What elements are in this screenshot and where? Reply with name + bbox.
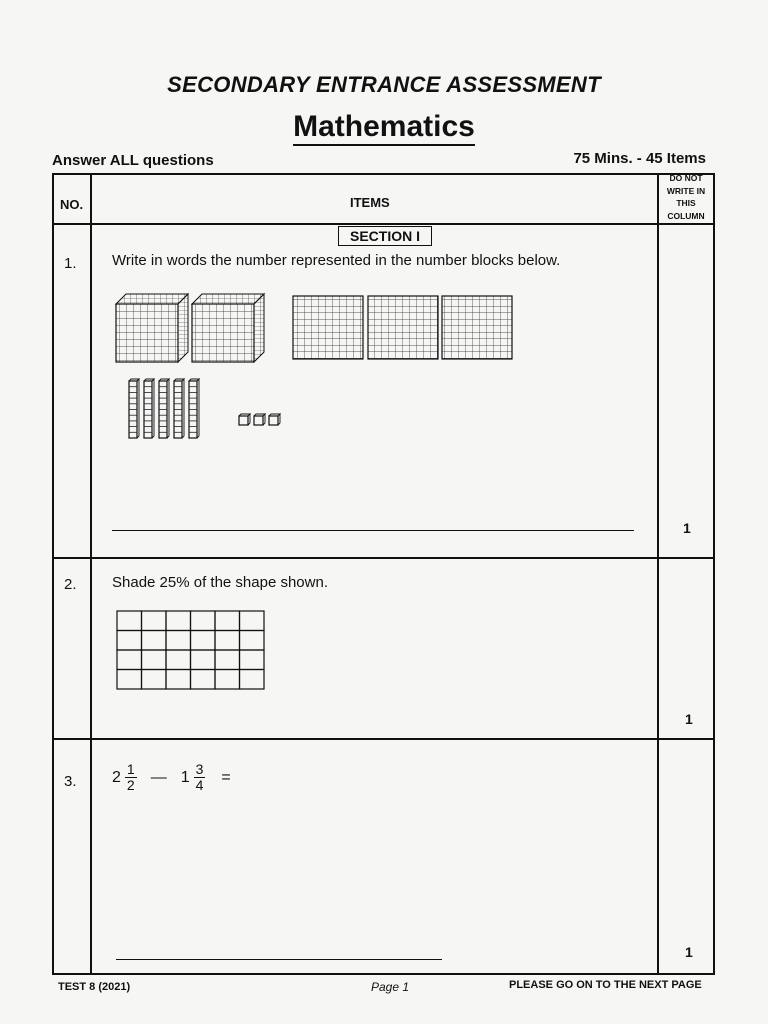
grid-cell[interactable] (117, 650, 142, 670)
question-1-mark: 1 (683, 520, 691, 536)
unit-cube (239, 414, 250, 425)
question-2-text: Shade 25% of the shape shown. (112, 574, 328, 591)
column-header-do-not-write: DO NOT WRITE IN THIS COLUMN (666, 173, 706, 221)
fraction-1-denominator: 2 (126, 777, 135, 793)
grid-cell[interactable] (191, 631, 216, 651)
grid-cell[interactable] (166, 631, 191, 651)
footer-next-page: PLEASE GO ON TO THE NEXT PAGE (509, 979, 702, 991)
fraction-2-numerator: 3 (195, 761, 204, 777)
question-2-number: 2. (64, 576, 77, 593)
grid-cell[interactable] (215, 670, 240, 690)
question-3-mark: 1 (685, 944, 693, 960)
grid-cell[interactable] (191, 650, 216, 670)
grid-cell[interactable] (240, 611, 265, 631)
question-2-mark: 1 (685, 711, 693, 727)
answer-line-q3[interactable] (116, 959, 442, 960)
hundred-flat (293, 296, 363, 359)
footer-page-number: Page 1 (371, 980, 410, 994)
shade-grid-shape[interactable] (114, 608, 269, 692)
grid-cell[interactable] (117, 611, 142, 631)
footer-test-label: TEST 8 (2021) (58, 981, 131, 993)
subject-title: Mathematics (0, 110, 768, 144)
question-1-text: Write in words the number represented in the number blocks below. (112, 252, 561, 269)
ten-rod (144, 379, 154, 438)
thousand-blocks-figure (112, 290, 272, 364)
grid-cell[interactable] (166, 670, 191, 690)
grid-cell[interactable] (166, 611, 191, 631)
thousand-cube (116, 294, 188, 362)
ten-rod (189, 379, 199, 438)
grid-cell[interactable] (240, 670, 265, 690)
question-1-number: 1. (64, 255, 77, 272)
instruction-text: Answer ALL questions (52, 152, 214, 169)
hundred-flat (368, 296, 438, 359)
answer-line-q1[interactable] (112, 530, 634, 531)
grid-cell[interactable] (215, 611, 240, 631)
unit-cube (269, 414, 280, 425)
hundred-flats-figure (290, 293, 516, 361)
fraction-2-denominator: 4 (195, 777, 204, 793)
grid-cell[interactable] (142, 611, 167, 631)
grid-cell[interactable] (240, 631, 265, 651)
grid-cell[interactable] (215, 631, 240, 651)
equals-sign: = (221, 768, 231, 786)
ten-rod (159, 379, 169, 438)
fraction-1 (125, 762, 137, 793)
thousand-cube (192, 294, 264, 362)
grid-cell[interactable] (191, 611, 216, 631)
unit-cubes-figure (236, 413, 284, 427)
hundred-flat (442, 296, 512, 359)
ten-rods-figure (126, 378, 206, 442)
grid-cell[interactable] (142, 631, 167, 651)
grid-cell[interactable] (215, 650, 240, 670)
assessment-title: SECONDARY ENTRANCE ASSESSMENT (167, 72, 601, 97)
duration-text: 75 Mins. - 45 Items (573, 150, 706, 167)
grid-cell[interactable] (142, 650, 167, 670)
grid-cell[interactable] (117, 670, 142, 690)
minus-sign: — (150, 768, 167, 786)
ten-rod (174, 379, 184, 438)
column-header-items: ITEMS (350, 195, 390, 210)
mixed-number-whole-1: 2 (112, 768, 121, 786)
mixed-number-whole-2: 1 (180, 768, 190, 786)
grid-cell[interactable] (142, 670, 167, 690)
grid-cell[interactable] (166, 650, 191, 670)
ten-rod (129, 379, 139, 438)
grid-cell[interactable] (117, 631, 142, 651)
question-3-expression (112, 762, 231, 793)
grid-cell[interactable] (240, 650, 265, 670)
column-header-no: NO. (60, 197, 84, 212)
section-label: SECTION I (338, 226, 432, 246)
question-3-number: 3. (64, 773, 77, 790)
fraction-1-numerator: 1 (126, 761, 135, 777)
fraction-2 (194, 762, 206, 793)
unit-cube (254, 414, 265, 425)
grid-cell[interactable] (191, 670, 216, 690)
